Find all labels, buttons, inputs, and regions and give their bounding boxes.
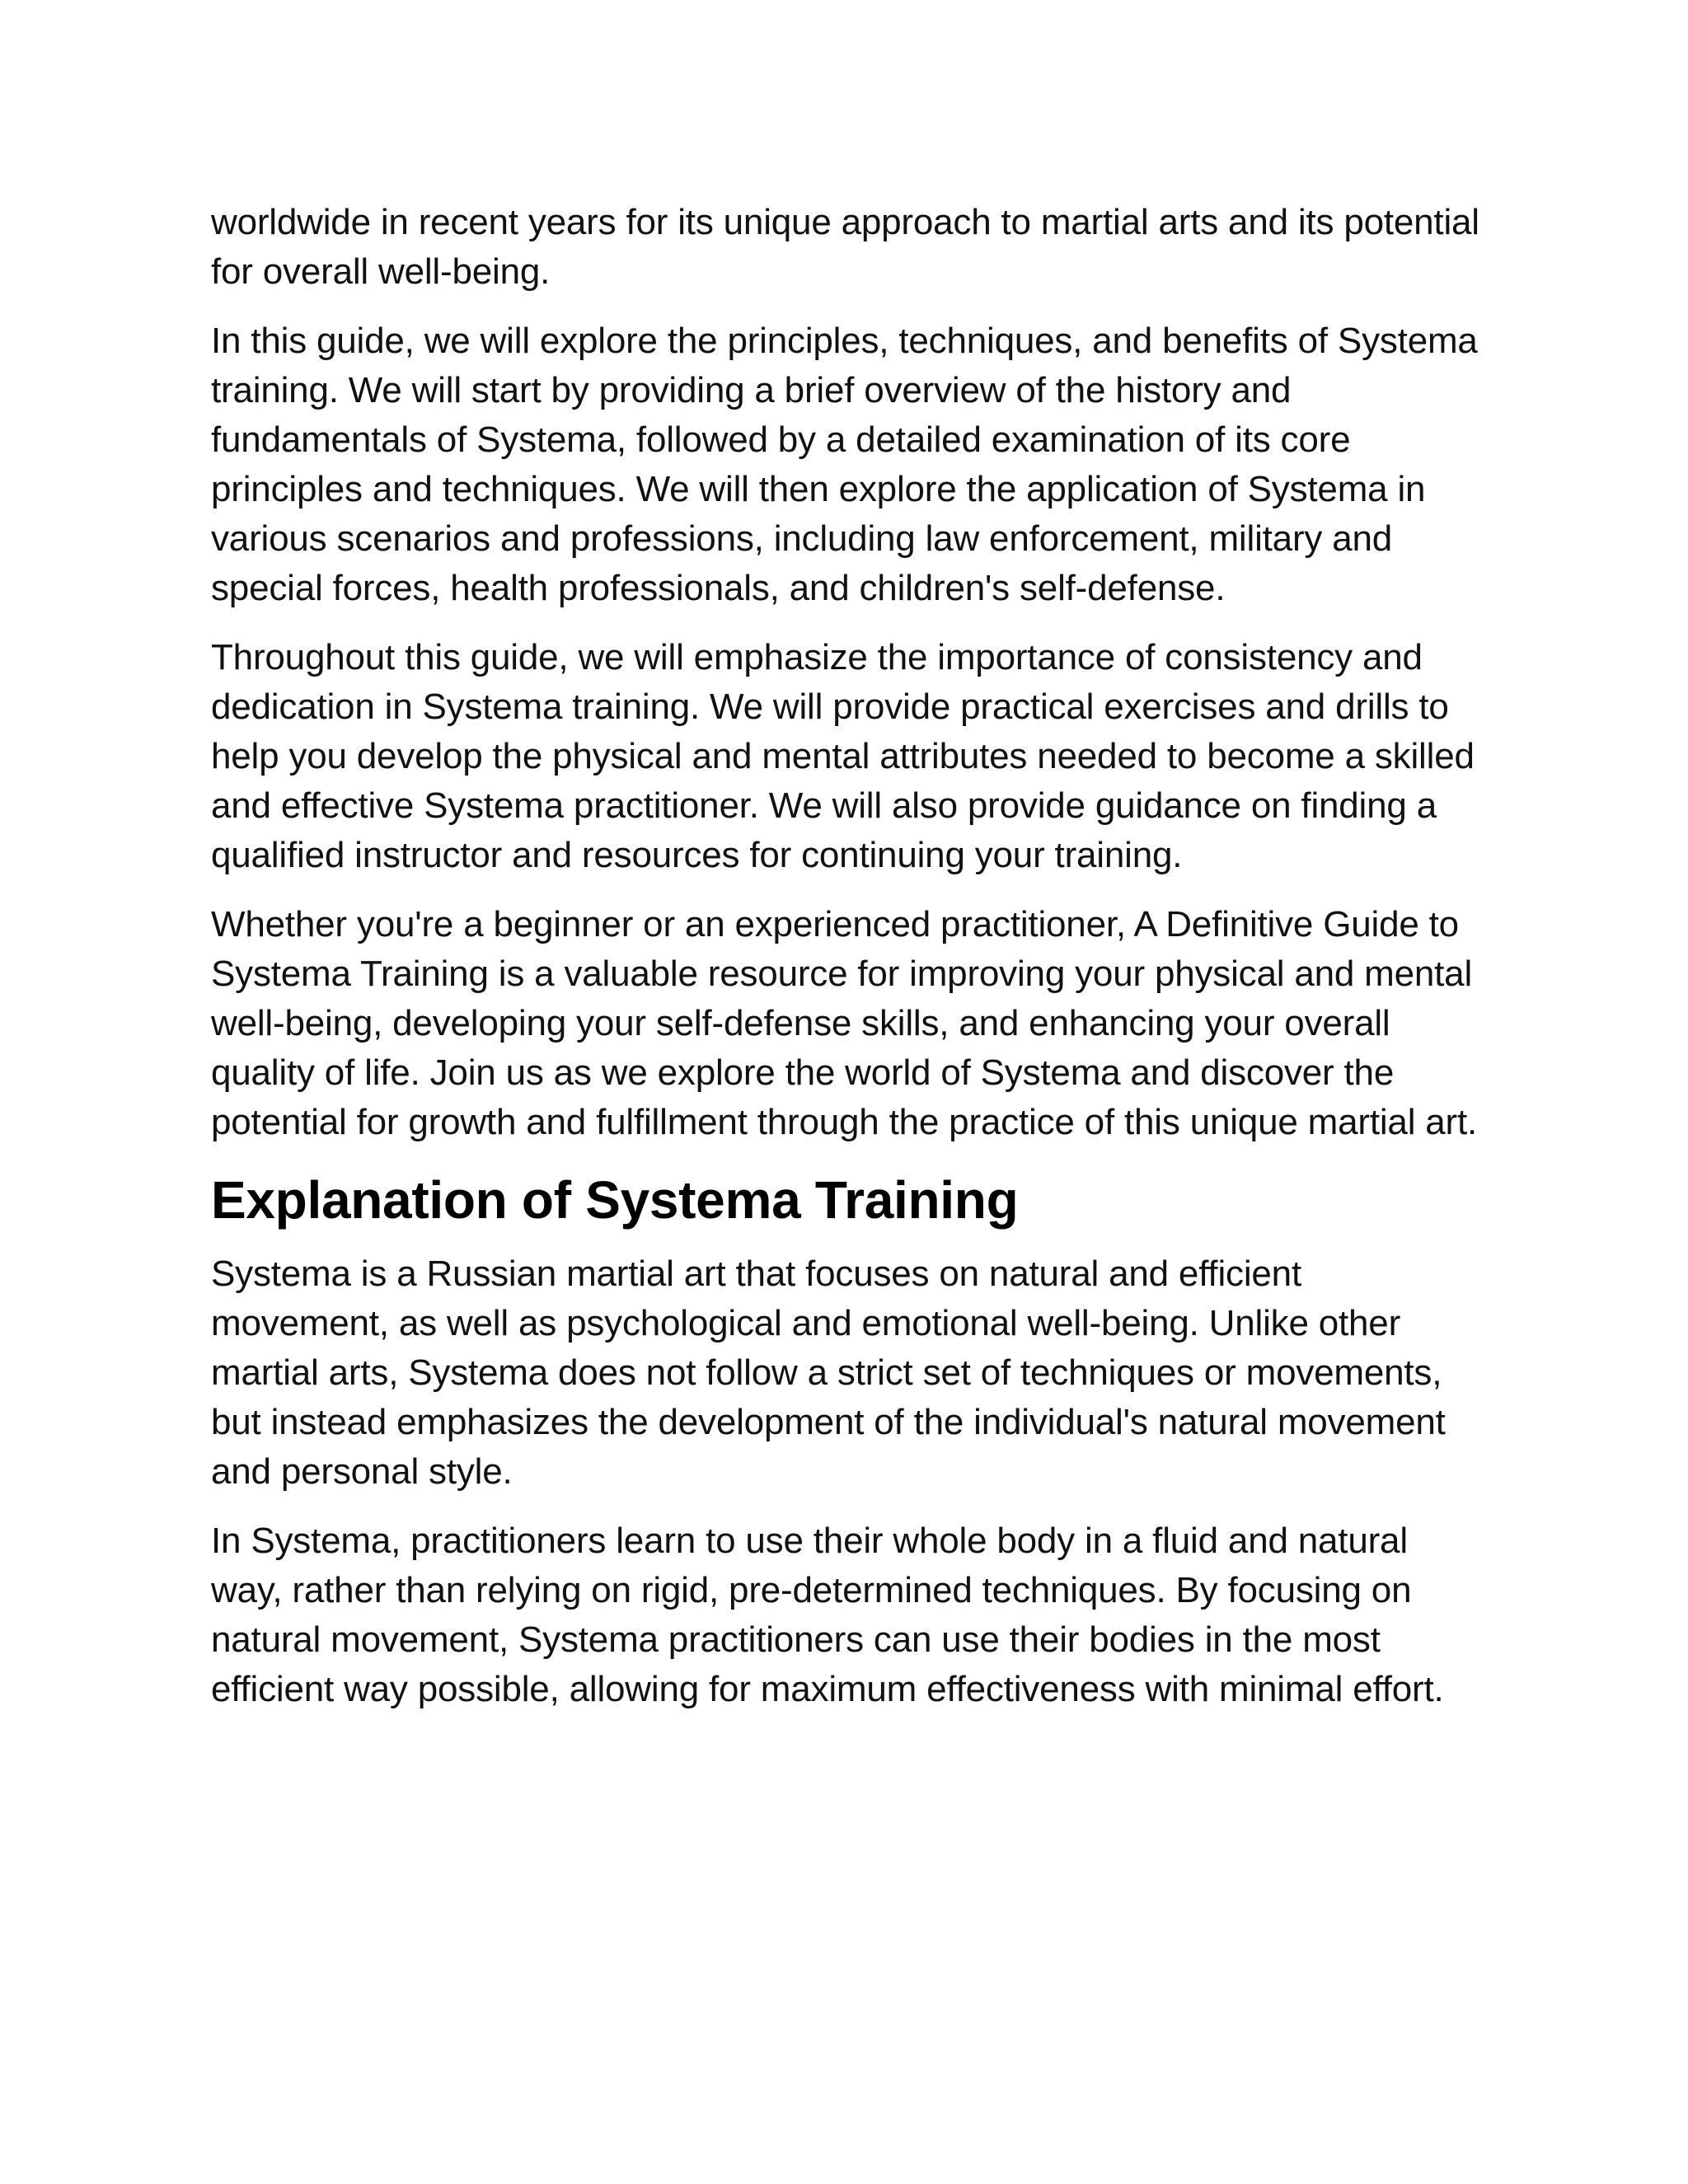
paragraph-systema-definition: Systema is a Russian martial art that focuses on natural and efficient movement, as well as psychological and emotional well-being. Unlike other martial arts, Systema does not follow a strict set of techniques or movements, but instead emphasizes the development of the individual's natural movement and personal style. — [211, 1254, 1446, 1492]
paragraph-guide-overview: In this guide, we will explore the principles, techniques, and benefits of Systema training. We will start by providing a brief overview of the history and fundamentals of Systema, followed by a detailed examination of its core principles and techniques. We will then explore the application of Systema in various scenarios and professions, including law enforcement, military and special forces, health professionals, and children's self-defense. — [211, 321, 1478, 608]
paragraph-intro-continuation: worldwide in recent years for its unique approach to martial arts and its potential for overall well-being. — [211, 202, 1479, 292]
paragraph-audience: Whether you're a beginner or an experienced practitioner, A Definitive Guide to Systema Training is a valuable resource for improving your physical and mental well-being, developing your self-defense skills, and enhancing your overall quality of life. Join us as we explore the world of Systema and discover the potential for growth and fulfillment through the practice of this unique martial art. — [211, 904, 1478, 1142]
paragraph-consistency: Throughout this guide, we will emphasize the importance of consistency and dedication in Systema training. We will provide practical exercises and drills to help you develop the physical and mental attributes needed to become a skilled and effective Systema practitioner. We will also provide guidance on finding a qualified instructor and resources for continuing your training. — [211, 637, 1475, 875]
section-heading: Explanation of Systema Training — [211, 1170, 1019, 1230]
paragraph-natural-movement: In Systema, practitioners learn to use their whole body in a fluid and natural way, rather than relying on rigid, pre-determined techniques. By focusing on natural movement, Systema practitioners can use their bodies in the most efficient way possible, allowing for maximum effectiveness with minimal effort. — [211, 1521, 1444, 1709]
document-page — [211, 198, 1480, 1734]
